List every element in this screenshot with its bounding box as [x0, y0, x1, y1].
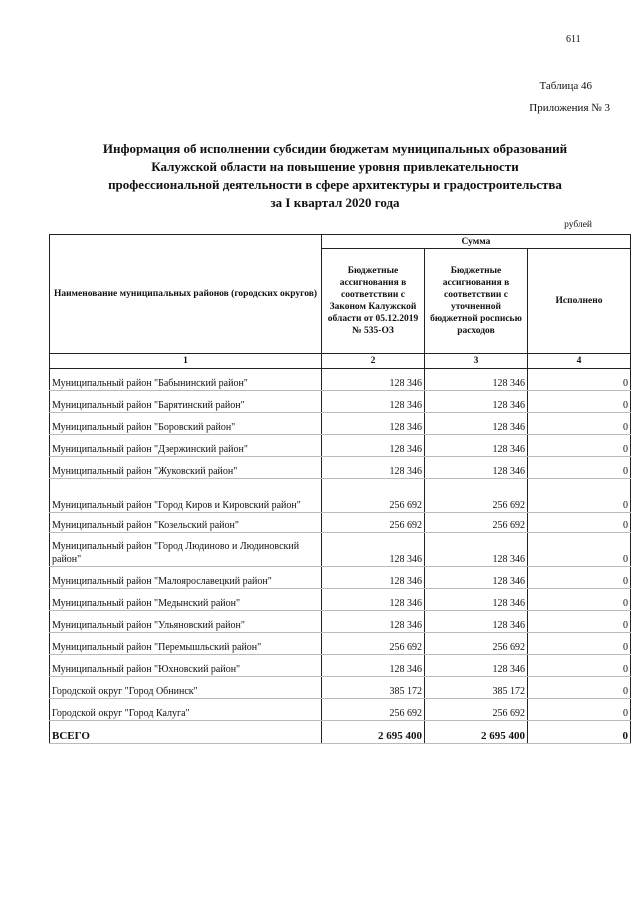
header-sum: Сумма: [322, 235, 631, 249]
revised-amount: 128 346: [425, 611, 528, 633]
revised-amount: 128 346: [425, 655, 528, 677]
district-name: Муниципальный район "Город Киров и Кировский район": [50, 479, 322, 513]
title-line: за I квартал 2020 года: [270, 195, 400, 210]
executed-amount: 0: [528, 633, 631, 655]
executed-amount: 0: [528, 513, 631, 533]
law-amount: 128 346: [322, 369, 425, 391]
revised-amount: 128 346: [425, 413, 528, 435]
revised-amount: 385 172: [425, 677, 528, 699]
revised-amount: 128 346: [425, 589, 528, 611]
document-title: [70, 140, 600, 212]
table-row: [50, 369, 631, 391]
table-row: [50, 699, 631, 721]
title-line: Информация об исполнении субсидии бюджетам муниципальных образований: [102, 141, 568, 156]
subsidy-table: [49, 234, 631, 744]
table-label: Таблица 46: [539, 80, 592, 92]
district-name: Муниципальный район "Барятинский район": [50, 391, 322, 413]
revised-amount: 128 346: [425, 567, 528, 589]
column-number: 2: [322, 354, 425, 369]
table-row: [50, 567, 631, 589]
table-row: [50, 391, 631, 413]
total-label: ВСЕГО: [50, 721, 322, 744]
district-name: Муниципальный район "Козельский район": [50, 513, 322, 533]
table-row: [50, 533, 631, 567]
law-amount: 128 346: [322, 435, 425, 457]
law-amount: 128 346: [322, 391, 425, 413]
law-amount: 128 346: [322, 533, 425, 567]
revised-amount: 256 692: [425, 699, 528, 721]
table-row: [50, 479, 631, 513]
total-law-amount: 2 695 400: [322, 721, 425, 744]
executed-amount: 0: [528, 677, 631, 699]
total-row: [50, 721, 631, 744]
table-row: [50, 677, 631, 699]
executed-amount: 0: [528, 413, 631, 435]
district-name: Муниципальный район "Боровский район": [50, 413, 322, 435]
law-amount: 128 346: [322, 413, 425, 435]
revised-amount: 128 346: [425, 457, 528, 479]
table-row: [50, 457, 631, 479]
revised-amount: 256 692: [425, 633, 528, 655]
header-law: Бюджетные ассигнования в соответствии с Законом Калужской области от 05.12.2019 № 535-ОЗ: [322, 249, 425, 354]
district-name: Городской округ "Город Обнинск": [50, 677, 322, 699]
revised-amount: 128 346: [425, 533, 528, 567]
table-row: [50, 655, 631, 677]
district-name: Муниципальный район "Малоярославецкий район": [50, 567, 322, 589]
total-revised-amount: 2 695 400: [425, 721, 528, 744]
executed-amount: 0: [528, 655, 631, 677]
law-amount: 385 172: [322, 677, 425, 699]
revised-amount: 128 346: [425, 435, 528, 457]
district-name: Муниципальный район "Дзержинский район": [50, 435, 322, 457]
revised-amount: 128 346: [425, 369, 528, 391]
header-revised: Бюджетные ассигнования в соответствии с уточненной бюджетной росписью расходов: [425, 249, 528, 354]
header-name: Наименование муниципальных районов (городских округов): [50, 235, 322, 354]
law-amount: 128 346: [322, 589, 425, 611]
revised-amount: 128 346: [425, 391, 528, 413]
table-row: [50, 513, 631, 533]
executed-amount: 0: [528, 457, 631, 479]
district-name: Муниципальный район "Юхновский район": [50, 655, 322, 677]
header-executed: Исполнено: [528, 249, 631, 354]
district-name: Муниципальный район "Ульяновский район": [50, 611, 322, 633]
title-line: профессиональной деятельности в сфере архитектуры и градостроительства: [108, 177, 562, 192]
column-number: 4: [528, 354, 631, 369]
executed-amount: 0: [528, 369, 631, 391]
law-amount: 256 692: [322, 479, 425, 513]
executed-amount: 0: [528, 699, 631, 721]
executed-amount: 0: [528, 611, 631, 633]
district-name: Муниципальный район "Бабынинский район": [50, 369, 322, 391]
unit-label: рублей: [564, 220, 592, 230]
district-name: Муниципальный район "Город Людиново и Людиновский район": [50, 533, 322, 567]
executed-amount: 0: [528, 479, 631, 513]
district-name: Городской округ "Город Калуга": [50, 699, 322, 721]
executed-amount: 0: [528, 435, 631, 457]
table-row: [50, 435, 631, 457]
law-amount: 128 346: [322, 457, 425, 479]
executed-amount: 0: [528, 391, 631, 413]
revised-amount: 256 692: [425, 513, 528, 533]
law-amount: 128 346: [322, 567, 425, 589]
district-name: Муниципальный район "Жуковский район": [50, 457, 322, 479]
executed-amount: 0: [528, 533, 631, 567]
page-number: 611: [566, 34, 581, 45]
revised-amount: 256 692: [425, 479, 528, 513]
law-amount: 256 692: [322, 513, 425, 533]
table-row: [50, 413, 631, 435]
total-executed-amount: 0: [528, 721, 631, 744]
district-name: Муниципальный район "Медынский район": [50, 589, 322, 611]
law-amount: 256 692: [322, 633, 425, 655]
table-row: [50, 589, 631, 611]
title-line: Калужской области на повышение уровня привлекательности: [151, 159, 519, 174]
table-row: [50, 611, 631, 633]
law-amount: 128 346: [322, 655, 425, 677]
law-amount: 128 346: [322, 611, 425, 633]
executed-amount: 0: [528, 567, 631, 589]
table-row: [50, 633, 631, 655]
law-amount: 256 692: [322, 699, 425, 721]
column-number: 1: [50, 354, 322, 369]
appendix-label: Приложения № 3: [529, 102, 610, 114]
column-number: 3: [425, 354, 528, 369]
executed-amount: 0: [528, 589, 631, 611]
district-name: Муниципальный район "Перемышльский район": [50, 633, 322, 655]
